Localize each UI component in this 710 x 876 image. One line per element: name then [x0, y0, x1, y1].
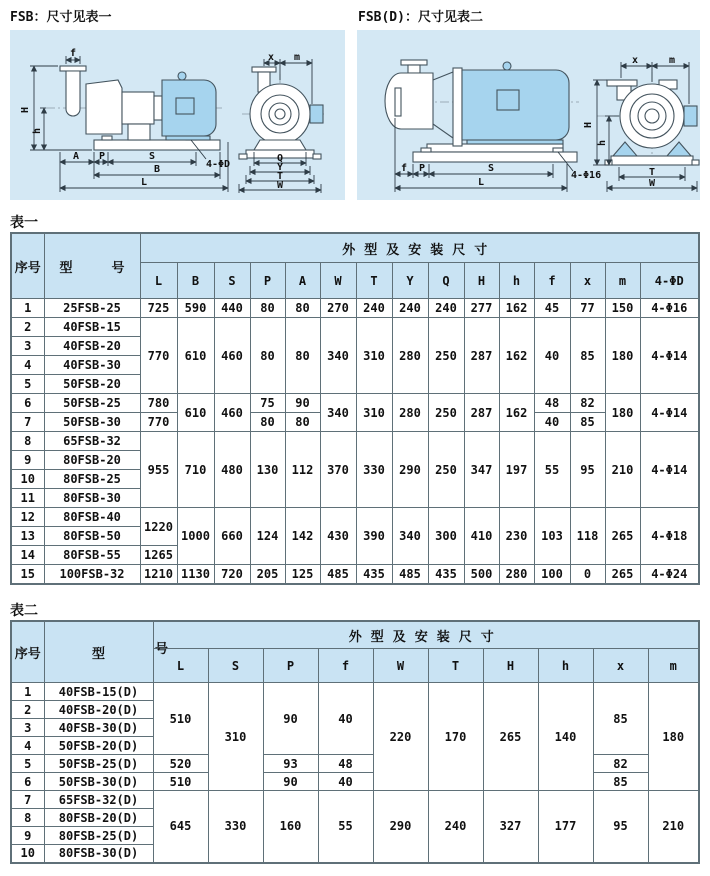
dim-cell: 1265 [140, 546, 177, 565]
dim-cell: 82 [593, 755, 648, 773]
dim-cell: 310 [208, 683, 263, 791]
dim-label-W: W [276, 180, 284, 191]
seq-cell: 9 [11, 827, 44, 845]
dim-cell: 4-Φ14 [640, 394, 699, 432]
table2-wrapper [10, 620, 700, 864]
dim-cell: 277 [464, 299, 499, 318]
dim-cell: 250 [428, 318, 464, 394]
dim-cell: 95 [570, 432, 605, 508]
column-header: Q [428, 263, 464, 299]
seq-cell: 10 [11, 470, 44, 489]
table-row [11, 683, 699, 701]
model-cell: 65FSB-32 [44, 432, 140, 451]
column-header: T [356, 263, 392, 299]
model-cell: 80FSB-30 [44, 489, 140, 508]
dim-label-x: x [631, 55, 639, 66]
stray-hao-label: 号 [155, 642, 169, 657]
column-header: A [285, 263, 320, 299]
model-cell: 50FSB-30(D) [44, 773, 153, 791]
pump-casing [86, 80, 122, 134]
column-header-model: 型 号 [44, 233, 140, 299]
dim-cell: 90 [263, 773, 318, 791]
model-cell: 40FSB-20(D) [44, 701, 153, 719]
dim-cell: 142 [285, 508, 320, 565]
column-header-seq: 序号 [11, 621, 44, 683]
motor-feet [166, 136, 210, 140]
model-cell: 50FSB-20 [44, 375, 140, 394]
dim-label-f: f [400, 163, 408, 174]
support-foot [128, 124, 150, 140]
seq-cell: 5 [11, 375, 44, 394]
discharge-flange [607, 80, 637, 86]
column-header: P [263, 649, 318, 683]
model-cell: 40FSB-20 [44, 337, 140, 356]
table-row [11, 508, 699, 527]
dim-cell: 240 [428, 791, 483, 863]
table1-wrapper [10, 232, 700, 585]
column-header: P [250, 263, 285, 299]
dim-cell: 150 [605, 299, 640, 318]
column-header: B [177, 263, 214, 299]
seq-cell: 7 [11, 791, 44, 809]
dim-cell: 40 [318, 773, 373, 791]
seq-cell: 8 [11, 809, 44, 827]
shaft-stub [310, 105, 323, 123]
dim-cell: 500 [464, 565, 499, 584]
baseplate [94, 140, 220, 150]
dim-cell: 93 [263, 755, 318, 773]
dim-cell: 270 [320, 299, 356, 318]
front-base [611, 156, 693, 165]
seq-cell: 6 [11, 773, 44, 791]
model-cell: 100FSB-32 [44, 565, 140, 584]
column-header: m [648, 649, 699, 683]
pedestal [254, 140, 306, 150]
volute [250, 84, 310, 144]
dim-label-L: L [140, 177, 148, 188]
dim-cell: 210 [605, 432, 640, 508]
column-header: f [318, 649, 373, 683]
model-cell: 80FSB-30(D) [44, 845, 153, 863]
dim-cell: 330 [356, 432, 392, 508]
dim-cell: 4-Φ24 [640, 565, 699, 584]
column-header: x [593, 649, 648, 683]
dim-cell: 1210 [140, 565, 177, 584]
dim-cell: 197 [499, 432, 534, 508]
dim-cell: 435 [356, 565, 392, 584]
column-header: H [483, 649, 538, 683]
seq-cell: 1 [11, 683, 44, 701]
dim-cell: 77 [570, 299, 605, 318]
dim-cell: 180 [605, 394, 640, 432]
foot [605, 160, 612, 165]
dim-cell: 310 [356, 318, 392, 394]
seq-cell: 2 [11, 318, 44, 337]
table2-caption: 表二 [10, 603, 38, 619]
dim-cell: 250 [428, 432, 464, 508]
dim-cell: 280 [499, 565, 534, 584]
seq-cell: 15 [11, 565, 44, 584]
baseplate [413, 152, 577, 162]
support-wedge [613, 142, 637, 156]
seq-cell: 8 [11, 432, 44, 451]
model-cell: 40FSB-30(D) [44, 719, 153, 737]
column-group-header: 外型及安装尺寸 [153, 621, 699, 649]
eyebolt [503, 62, 511, 70]
dim-label-Y: Y [276, 162, 284, 173]
table-1 [10, 232, 700, 585]
dim-cell: 280 [392, 394, 428, 432]
motor [162, 80, 216, 136]
dim-cell: 510 [153, 683, 208, 755]
model-cell: 80FSB-40 [44, 508, 140, 527]
dim-cell: 90 [263, 683, 318, 755]
dim-cell: 265 [605, 508, 640, 565]
figure1-title: FSB：尺寸见表一 [10, 10, 112, 25]
dim-cell: 327 [483, 791, 538, 863]
dim-label-P: P [98, 151, 106, 162]
dim-cell: 710 [177, 432, 214, 508]
table-row [11, 318, 699, 337]
dim-cell: 0 [570, 565, 605, 584]
dim-cell: 460 [214, 318, 250, 394]
model-cell: 50FSB-25 [44, 394, 140, 413]
model-cell: 25FSB-25 [44, 299, 140, 318]
fsb-diagram [10, 30, 345, 200]
dim-label-S: S [148, 151, 156, 162]
dim-label-T: T [648, 167, 656, 178]
dim-cell: 955 [140, 432, 177, 508]
column-header: h [499, 263, 534, 299]
dim-label-S: S [487, 163, 495, 174]
dim-cell: 48 [534, 394, 570, 413]
dim-cell: 85 [593, 683, 648, 755]
dim-cell: 485 [320, 565, 356, 584]
dim-cell: 725 [140, 299, 177, 318]
discharge-flange [252, 67, 276, 72]
seq-cell: 4 [11, 737, 44, 755]
dim-label-m: m [293, 52, 301, 63]
dim-cell: 347 [464, 432, 499, 508]
dim-cell: 140 [538, 683, 593, 791]
dim-cell: 410 [464, 508, 499, 565]
dim-cell: 780 [140, 394, 177, 413]
dim-cell: 80 [285, 413, 320, 432]
dim-cell: 4-Φ18 [640, 508, 699, 565]
base-slot [102, 136, 112, 140]
column-header: W [373, 649, 428, 683]
dim-cell: 80 [285, 318, 320, 394]
seq-cell: 13 [11, 527, 44, 546]
fsb-front-view [239, 67, 323, 159]
dim-cell: 45 [534, 299, 570, 318]
dim-cell: 103 [534, 508, 570, 565]
suction-flange [60, 66, 86, 71]
dim-cell: 390 [356, 508, 392, 565]
model-cell: 40FSB-15 [44, 318, 140, 337]
base-upper [427, 144, 563, 152]
dim-cell: 130 [250, 432, 285, 508]
dim-cell: 205 [250, 565, 285, 584]
dim-cell: 265 [483, 683, 538, 791]
dim-cell: 80 [285, 299, 320, 318]
dim-cell: 240 [428, 299, 464, 318]
model-cell: 80FSB-55 [44, 546, 140, 565]
dim-cell: 770 [140, 413, 177, 432]
figure2-title: FSB(D)：尺寸见表二 [358, 10, 483, 25]
dim-cell: 1130 [177, 565, 214, 584]
column-header: x [570, 263, 605, 299]
seq-cell: 11 [11, 489, 44, 508]
dim-cell: 340 [392, 508, 428, 565]
dim-label-holes: 4-Φ16 [571, 170, 602, 181]
column-header-seq: 序号 [11, 233, 44, 299]
dim-cell: 80 [250, 413, 285, 432]
dim-cell: 290 [373, 791, 428, 863]
model-cell: 65FSB-32(D) [44, 791, 153, 809]
dim-cell: 310 [356, 394, 392, 432]
fsbd-diagram [357, 30, 700, 200]
dim-cell: 510 [153, 773, 208, 791]
model-cell: 80FSB-25(D) [44, 827, 153, 845]
dim-cell: 435 [428, 565, 464, 584]
column-header: L [153, 649, 208, 683]
column-header: 4-ΦD [640, 263, 699, 299]
dim-cell: 162 [499, 318, 534, 394]
model-cell: 80FSB-20 [44, 451, 140, 470]
seq-cell: 2 [11, 701, 44, 719]
dim-cell: 240 [392, 299, 428, 318]
dim-label-x: x [267, 52, 275, 63]
dim-cell: 90 [285, 394, 320, 413]
dim-cell: 177 [538, 791, 593, 863]
dim-cell: 160 [263, 791, 318, 863]
column-header: W [320, 263, 356, 299]
dim-cell: 287 [464, 394, 499, 432]
dim-cell: 610 [177, 318, 214, 394]
fsbd-side-view [385, 60, 577, 162]
column-header: L [140, 263, 177, 299]
table-row [11, 791, 699, 809]
dim-cell: 4-Φ14 [640, 318, 699, 394]
fsb-drawing-panel [10, 30, 345, 200]
dim-cell: 85 [570, 413, 605, 432]
dim-cell: 124 [250, 508, 285, 565]
dim-cell: 460 [214, 394, 250, 432]
dim-label-W: W [648, 178, 656, 189]
dim-cell: 645 [153, 791, 208, 863]
model-cell: 80FSB-25 [44, 470, 140, 489]
dim-cell: 180 [605, 318, 640, 394]
inlet-flange [395, 88, 401, 116]
dim-label-Q: Q [276, 153, 284, 164]
dim-cell: 520 [153, 755, 208, 773]
dim-cell: 610 [177, 394, 214, 432]
seq-cell: 5 [11, 755, 44, 773]
model-cell: 40FSB-30 [44, 356, 140, 375]
dim-cell: 660 [214, 508, 250, 565]
dim-cell: 220 [373, 683, 428, 791]
model-cell: 50FSB-30 [44, 413, 140, 432]
dim-cell: 100 [534, 565, 570, 584]
bearing-frame [122, 92, 154, 124]
dim-cell: 118 [570, 508, 605, 565]
dim-cell: 480 [214, 432, 250, 508]
dim-cell: 125 [285, 565, 320, 584]
dim-cell: 40 [534, 413, 570, 432]
motor-feet [467, 140, 563, 144]
dim-label-H: H [583, 121, 594, 129]
dim-cell: 85 [593, 773, 648, 791]
seq-cell: 14 [11, 546, 44, 565]
column-group-header: 外型及安装尺寸 [140, 233, 699, 263]
model-cell: 80FSB-50 [44, 527, 140, 546]
column-header: H [464, 263, 499, 299]
table-row [11, 565, 699, 584]
seq-cell: 6 [11, 394, 44, 413]
dim-cell: 300 [428, 508, 464, 565]
model-cell: 50FSB-25(D) [44, 755, 153, 773]
motor-flange-plate [453, 68, 462, 146]
dim-cell: 40 [534, 318, 570, 394]
dim-cell: 770 [140, 318, 177, 394]
dim-label-L: L [477, 177, 485, 188]
column-header: h [538, 649, 593, 683]
model-cell: 80FSB-20(D) [44, 809, 153, 827]
column-header: T [428, 649, 483, 683]
dim-label-B: B [153, 164, 161, 175]
dim-cell: 370 [320, 432, 356, 508]
motor [462, 70, 569, 140]
dim-cell: 55 [534, 432, 570, 508]
dim-cell: 55 [318, 791, 373, 863]
dim-cell: 85 [570, 318, 605, 394]
seq-cell: 7 [11, 413, 44, 432]
foot [239, 154, 247, 159]
base-slot [553, 148, 563, 152]
dim-cell: 485 [392, 565, 428, 584]
dim-cell: 170 [428, 683, 483, 791]
dim-cell: 80 [250, 299, 285, 318]
column-header: m [605, 263, 640, 299]
model-cell: 50FSB-20(D) [44, 737, 153, 755]
shaft-stub [684, 106, 697, 126]
coupling [154, 96, 162, 120]
eyebolt [178, 72, 186, 80]
dim-label-h: h [597, 139, 608, 147]
dim-label-T: T [276, 171, 284, 182]
dim-cell: 340 [320, 394, 356, 432]
dim-cell: 340 [320, 318, 356, 394]
fsbd-drawing-panel [357, 30, 700, 200]
column-header: S [214, 263, 250, 299]
suction-neck [408, 65, 420, 73]
dim-cell: 1220 [140, 508, 177, 546]
seq-cell: 4 [11, 356, 44, 375]
dim-label-P: P [418, 163, 426, 174]
dim-cell: 290 [392, 432, 428, 508]
dim-cell: 4-Φ16 [640, 299, 699, 318]
suction-flange [401, 60, 427, 65]
model-cell: 40FSB-15(D) [44, 683, 153, 701]
dim-cell: 287 [464, 318, 499, 394]
dim-cell: 720 [214, 565, 250, 584]
table1-caption: 表一 [10, 215, 38, 231]
seq-cell: 1 [11, 299, 44, 318]
seq-cell: 12 [11, 508, 44, 527]
dim-cell: 48 [318, 755, 373, 773]
dim-cell: 82 [570, 394, 605, 413]
dim-cell: 430 [320, 508, 356, 565]
dim-cell: 75 [250, 394, 285, 413]
foot [692, 160, 699, 165]
dim-label-holes: 4-ΦD [206, 159, 231, 170]
table-row [11, 299, 699, 318]
dim-cell: 280 [392, 318, 428, 394]
suction-pipe [66, 71, 80, 116]
dim-cell: 1000 [177, 508, 214, 565]
pump-casing [385, 73, 433, 129]
seq-cell: 3 [11, 337, 44, 356]
dim-cell: 162 [499, 394, 534, 432]
dim-cell: 112 [285, 432, 320, 508]
dim-cell: 162 [499, 299, 534, 318]
dim-cell: 210 [648, 791, 699, 863]
table-2 [10, 620, 700, 864]
seq-cell: 9 [11, 451, 44, 470]
dim-cell: 590 [177, 299, 214, 318]
foot [313, 154, 321, 159]
seq-cell: 3 [11, 719, 44, 737]
dim-cell: 250 [428, 394, 464, 432]
table-row [11, 432, 699, 451]
dim-cell: 40 [318, 683, 373, 755]
dim-label-H: H [20, 106, 31, 114]
dim-cell: 240 [356, 299, 392, 318]
dim-cell: 180 [648, 683, 699, 791]
table-row [11, 755, 699, 773]
column-header: S [208, 649, 263, 683]
column-header-model: 型 [44, 621, 153, 683]
column-header: Y [392, 263, 428, 299]
dim-label-A: A [72, 151, 80, 162]
base-slot [421, 148, 431, 152]
table-row [11, 394, 699, 413]
dim-cell: 230 [499, 508, 534, 565]
dim-label-m: m [668, 55, 676, 66]
column-header: f [534, 263, 570, 299]
dim-cell: 330 [208, 791, 263, 863]
dim-cell: 265 [605, 565, 640, 584]
dim-cell: 95 [593, 791, 648, 863]
dim-cell: 80 [250, 318, 285, 394]
dim-cell: 440 [214, 299, 250, 318]
table-row [11, 773, 699, 791]
dim-label-f: f [69, 48, 77, 59]
dim-label-h: h [32, 127, 43, 135]
dim-cell: 4-Φ14 [640, 432, 699, 508]
support-wedge [667, 142, 691, 156]
seq-cell: 10 [11, 845, 44, 863]
